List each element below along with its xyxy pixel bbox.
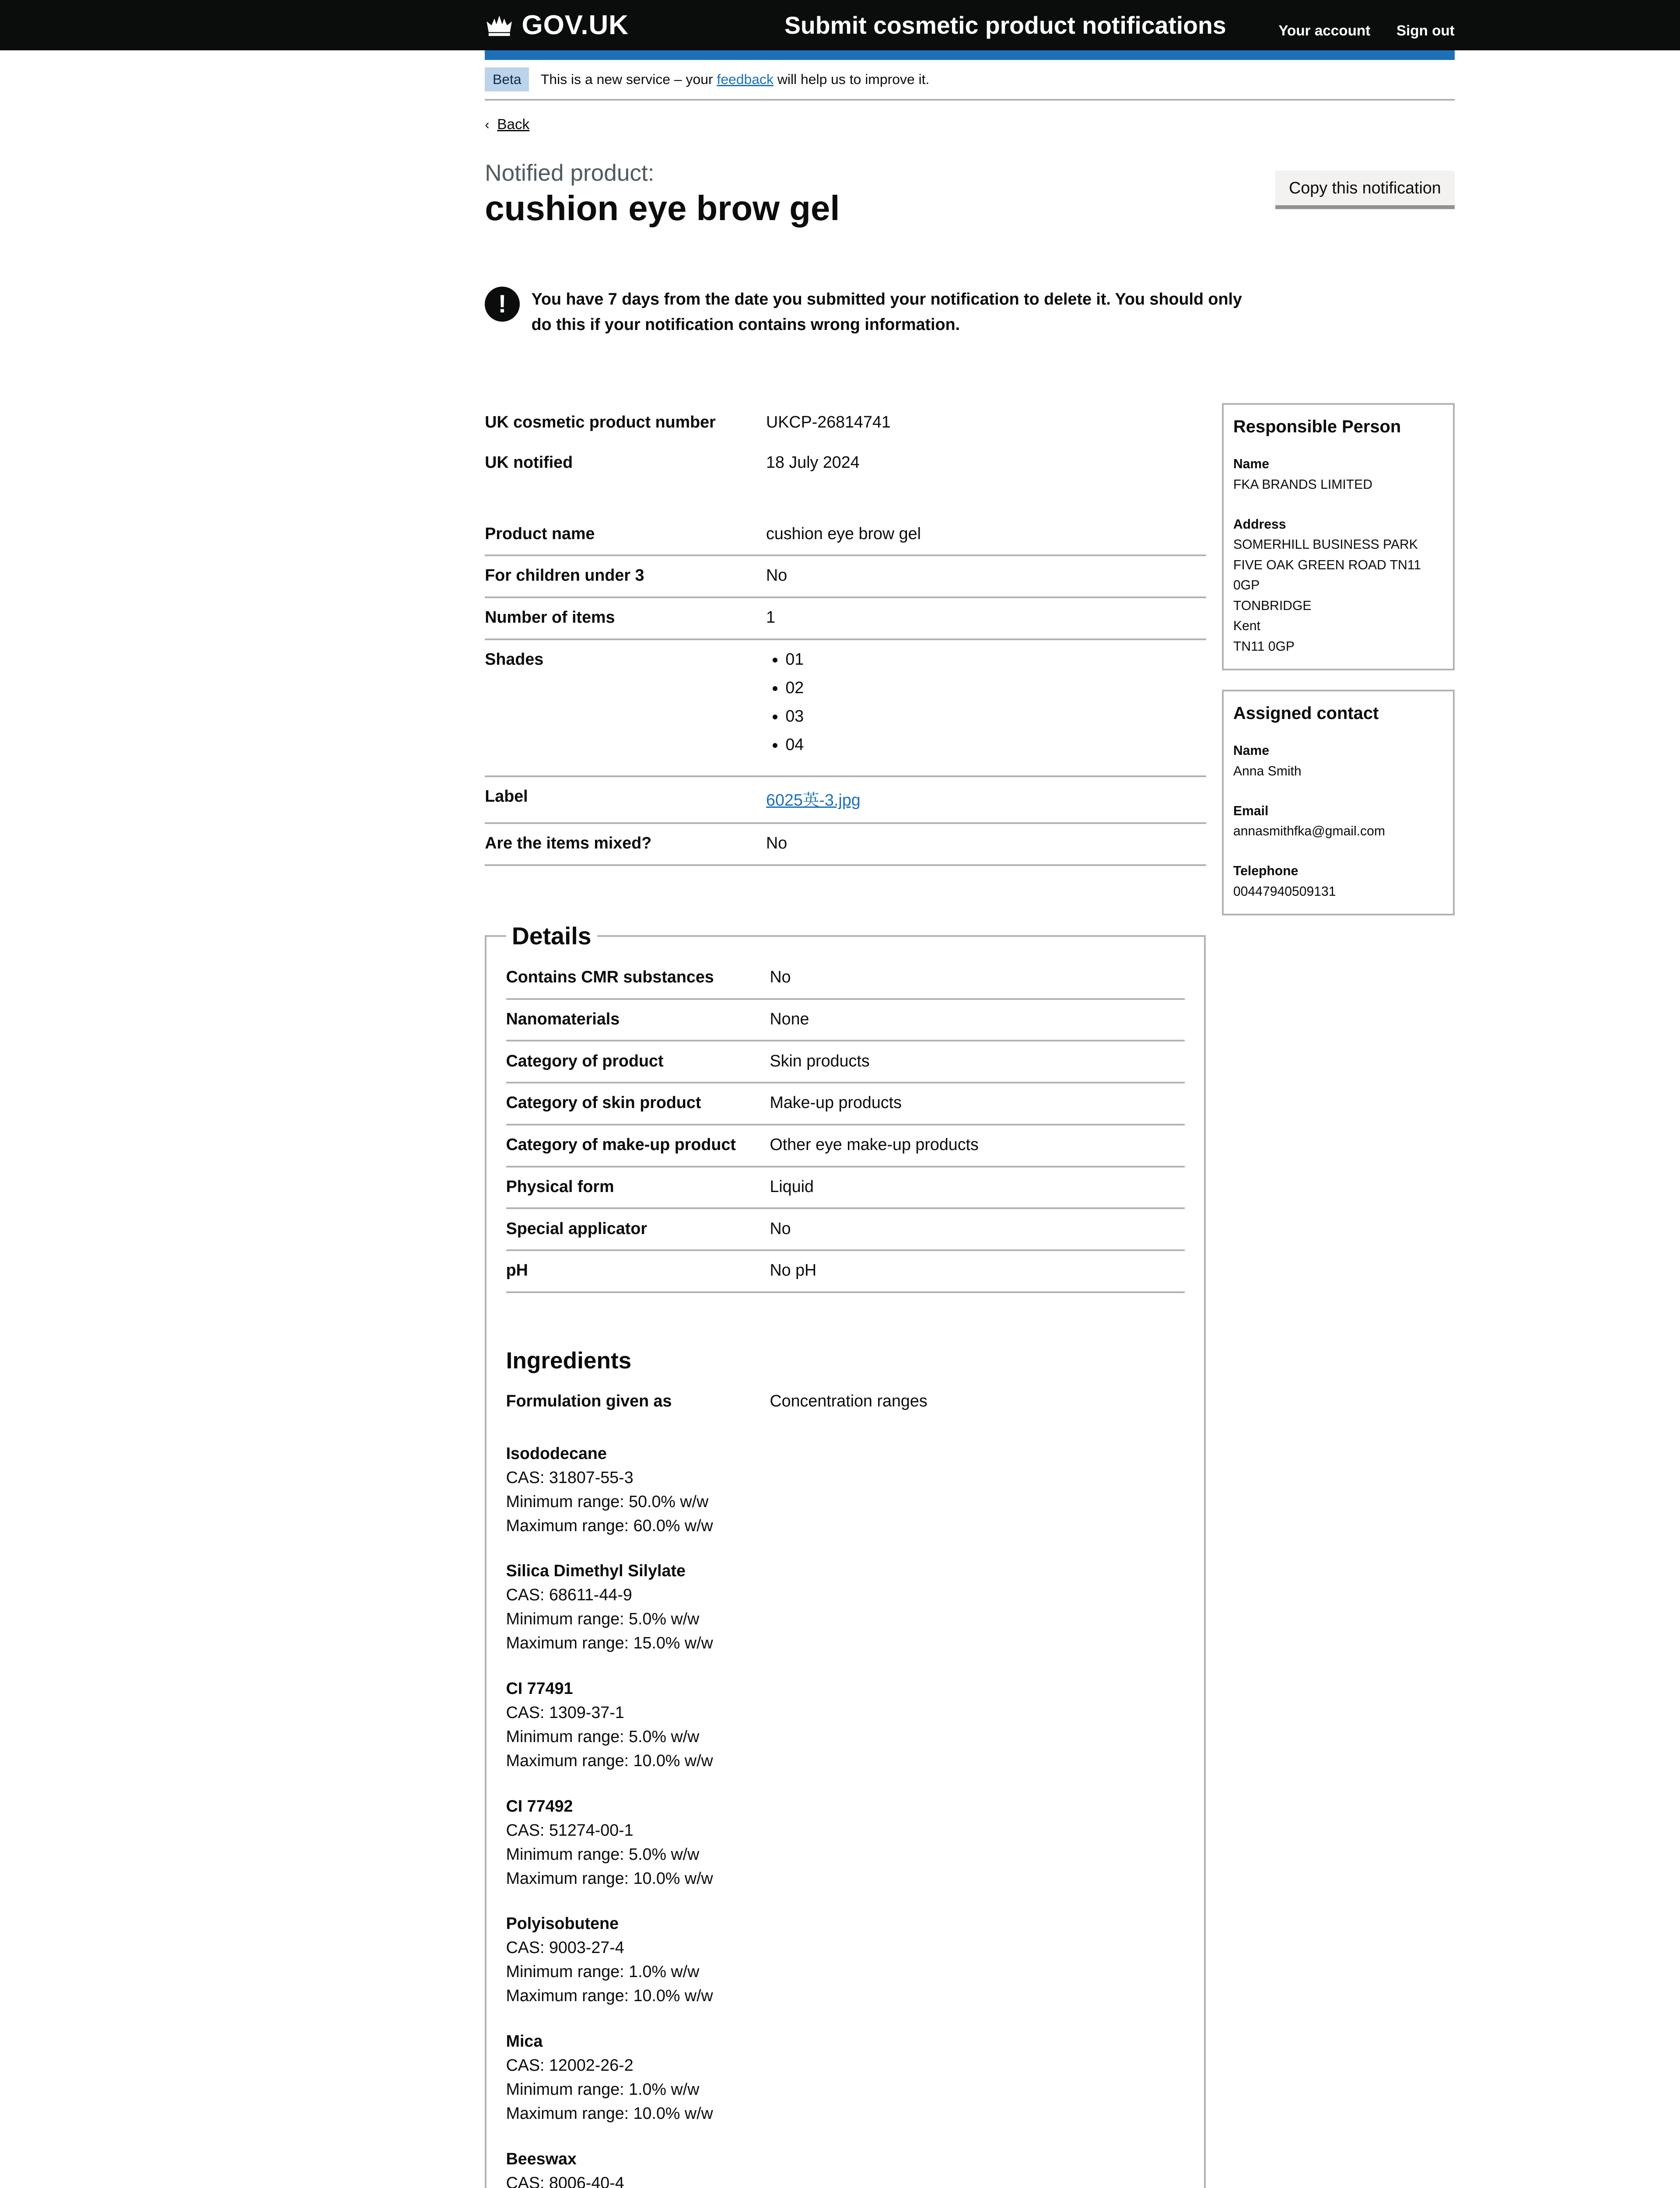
ingredient-max: Maximum range: 10.0% w/w (506, 1751, 713, 1770)
details-fieldset (485, 922, 1206, 2188)
ingredients-list (506, 1441, 1185, 2188)
ingredient-item (506, 2029, 1185, 2125)
formulation-row (506, 1392, 1185, 1410)
details-heading: Details (511, 922, 592, 950)
govuk-logo-link[interactable] (485, 10, 629, 41)
summary-key: Nanomaterials (506, 999, 770, 1041)
ingredient-max: Maximum range: 60.0% w/w (506, 1516, 713, 1535)
summary-value: UKCP-26814741 (766, 413, 891, 431)
summary-key: Category of make-up product (506, 1125, 770, 1167)
page-title: cushion eye brow gel (485, 189, 840, 228)
summary-row (485, 555, 1206, 597)
ingredient-name: CI 77491 (506, 1679, 573, 1698)
ingredient-cas: CAS: 12002-26-2 (506, 2055, 634, 2074)
back-link[interactable]: Back (497, 116, 530, 133)
list-item: • 04 (785, 735, 1206, 754)
main-wrapper (485, 60, 1455, 2188)
ingredient-name: Polyisobutene (506, 1914, 619, 1933)
ingredient-max: Maximum range: 10.0% w/w (506, 2104, 713, 2122)
email-label: Email (1233, 803, 1269, 818)
summary-key: pH (506, 1250, 770, 1292)
summary-key: Special applicator (506, 1208, 770, 1250)
copy-notification-button[interactable]: Copy this notification (1275, 171, 1455, 205)
details-summary-list (506, 958, 1185, 1293)
summary-row (485, 639, 1206, 776)
summary-row (485, 443, 1206, 484)
product-summary-list (485, 515, 1206, 866)
ingredient-min: Minimum range: 5.0% w/w (506, 1727, 700, 1746)
summary-row (506, 1083, 1185, 1125)
summary-key: UK notified (485, 452, 573, 471)
summary-value: No (766, 555, 1206, 597)
ingredient-item (506, 1676, 1185, 1773)
summary-row (485, 823, 1206, 865)
ingredient-item (506, 2147, 1185, 2188)
summary-value: No pH (770, 1250, 1185, 1292)
summary-value: cushion eye brow gel (766, 515, 1206, 556)
ingredient-cas: CAS: 68611-44-9 (506, 1585, 632, 1604)
summary-key: Number of items (485, 597, 766, 639)
service-name[interactable]: Submit cosmetic product notifications (784, 11, 1226, 39)
logo-text: GOV.UK (522, 10, 629, 41)
ingredient-min: Minimum range: 5.0% w/w (506, 1609, 700, 1628)
summary-row (485, 515, 1206, 556)
summary-row (485, 776, 1206, 823)
list-item: • 01 (785, 650, 1206, 669)
address-line: TONBRIDGE (1233, 598, 1312, 613)
phase-banner (485, 60, 1455, 101)
summary-key: Are the items mixed? (485, 823, 766, 865)
formulation-value: Concentration ranges (770, 1391, 928, 1410)
summary-key: Shades (485, 639, 766, 776)
ingredient-item (506, 1911, 1185, 2008)
summary-key: Contains CMR substances (506, 958, 770, 999)
summary-key: For children under 3 (485, 555, 766, 597)
phase-text-before: This is a new service – your (540, 71, 713, 88)
contact-email: annasmithfka@gmail.com (1233, 824, 1385, 839)
summary-value: None (770, 999, 1185, 1041)
ingredient-min: Minimum range: 5.0% w/w (506, 1844, 700, 1863)
main-column (485, 403, 1206, 2188)
formulation-key: Formulation given as (506, 1391, 672, 1410)
summary-value: Skin products (770, 1041, 1185, 1083)
ingredient-cas: CAS: 1309-37-1 (506, 1703, 624, 1722)
summary-value: Other eye make-up products (770, 1125, 1185, 1167)
summary-key: Label (485, 776, 766, 823)
content-columns (485, 403, 1455, 2188)
summary-key: UK cosmetic product number (485, 413, 716, 431)
ingredient-name: Isododecane (506, 1444, 607, 1462)
page-caption: Notified product: (485, 160, 654, 186)
summary-row (506, 1208, 1185, 1250)
address-line: SOMERHILL BUSINESS PARK (1233, 537, 1418, 552)
summary-row (485, 403, 1206, 443)
ingredient-item (506, 1559, 1185, 1655)
ingredient-cas: CAS: 31807-55-3 (506, 1468, 634, 1487)
warning-message: You have 7 days from the date you submitted your notification to delete it. You should only do this if your notification contains wrong information. (531, 290, 1242, 333)
summary-key: Product name (485, 515, 766, 556)
summary-value: 1 (766, 597, 1206, 639)
ingredient-cas: CAS: 8006-40-4 (506, 2173, 624, 2188)
warning-icon: ! (485, 287, 520, 322)
ingredient-name: Beeswax (506, 2149, 577, 2168)
panel-heading: Responsible Person (1233, 417, 1401, 436)
name-label: Name (1233, 457, 1269, 472)
shades-list (766, 650, 1206, 754)
ingredient-min: Minimum range: 50.0% w/w (506, 1492, 709, 1511)
summary-row (506, 1125, 1185, 1167)
summary-row (506, 1167, 1185, 1209)
ingredient-max: Maximum range: 15.0% w/w (506, 1634, 713, 1652)
ingredients-heading: Ingredients (506, 1348, 632, 1374)
ingredient-cas: CAS: 9003-27-4 (506, 1938, 624, 1957)
address-line: FIVE OAK GREEN ROAD TN11 0GP (1233, 558, 1421, 593)
crown-icon (485, 13, 514, 38)
contact-name: Anna Smith (1233, 764, 1302, 778)
responsible-person-name: FKA BRANDS LIMITED (1233, 477, 1372, 492)
ingredient-name: Mica (506, 2031, 543, 2050)
phase-text-after: will help us to improve it. (777, 71, 930, 88)
panel-heading: Assigned contact (1233, 703, 1379, 723)
summary-row (506, 1041, 1185, 1083)
summary-value: Make-up products (770, 1083, 1185, 1125)
ingredient-max: Maximum range: 10.0% w/w (506, 1869, 713, 1887)
address-label: Address (1233, 517, 1286, 532)
summary-value: No (770, 958, 1185, 999)
ingredient-min: Minimum range: 1.0% w/w (506, 1962, 700, 1981)
address-line: TN11 0GP (1233, 639, 1295, 654)
summary-value (766, 776, 1206, 823)
sidebar (1222, 403, 1455, 2188)
ingredient-name: Silica Dimethyl Silylate (506, 1561, 686, 1580)
summary-row (485, 597, 1206, 639)
list-item: • 02 (785, 678, 1206, 697)
ingredient-item (506, 1794, 1185, 1890)
ingredient-item (506, 1441, 1185, 1538)
summary-key: Physical form (506, 1167, 770, 1209)
summary-value: No (766, 823, 1206, 865)
header-blue-bar (485, 50, 1455, 60)
site-header (0, 0, 1680, 50)
summary-row (506, 1250, 1185, 1292)
summary-value: 18 July 2024 (766, 452, 860, 471)
feedback-link[interactable]: feedback (717, 71, 774, 88)
sign-out-link[interactable]: Sign out (1396, 23, 1455, 39)
summary-value (766, 639, 1206, 776)
responsible-person-panel (1222, 403, 1455, 670)
summary-value: No (770, 1208, 1185, 1250)
back-link-container (485, 116, 529, 133)
summary-row (506, 958, 1185, 999)
name-label: Name (1233, 743, 1269, 758)
ingredient-cas: CAS: 51274-00-1 (506, 1820, 634, 1839)
warning-text (485, 287, 1260, 337)
label-image-link[interactable]: 6025英-3.jpg (766, 791, 861, 810)
spacer (485, 484, 1206, 515)
assigned-contact-panel (1222, 690, 1455, 915)
chevron-left-icon: ‹ (485, 116, 490, 132)
summary-key: Category of product (506, 1041, 770, 1083)
contact-telephone: 00447940509131 (1233, 884, 1336, 899)
summary-key: Category of skin product (506, 1083, 770, 1125)
summary-value: Liquid (770, 1167, 1185, 1209)
ingredient-min: Minimum range: 1.0% w/w (506, 2079, 700, 2098)
beta-tag: Beta (485, 67, 529, 91)
your-account-link[interactable]: Your account (1278, 23, 1371, 39)
list-item: • 03 (785, 707, 1206, 726)
summary-list-top (485, 403, 1206, 484)
telephone-label: Telephone (1233, 864, 1298, 879)
ingredient-max: Maximum range: 10.0% w/w (506, 1986, 713, 2005)
address-line: Kent (1233, 619, 1260, 634)
ingredient-name: CI 77492 (506, 1796, 573, 1815)
summary-row (506, 999, 1185, 1041)
